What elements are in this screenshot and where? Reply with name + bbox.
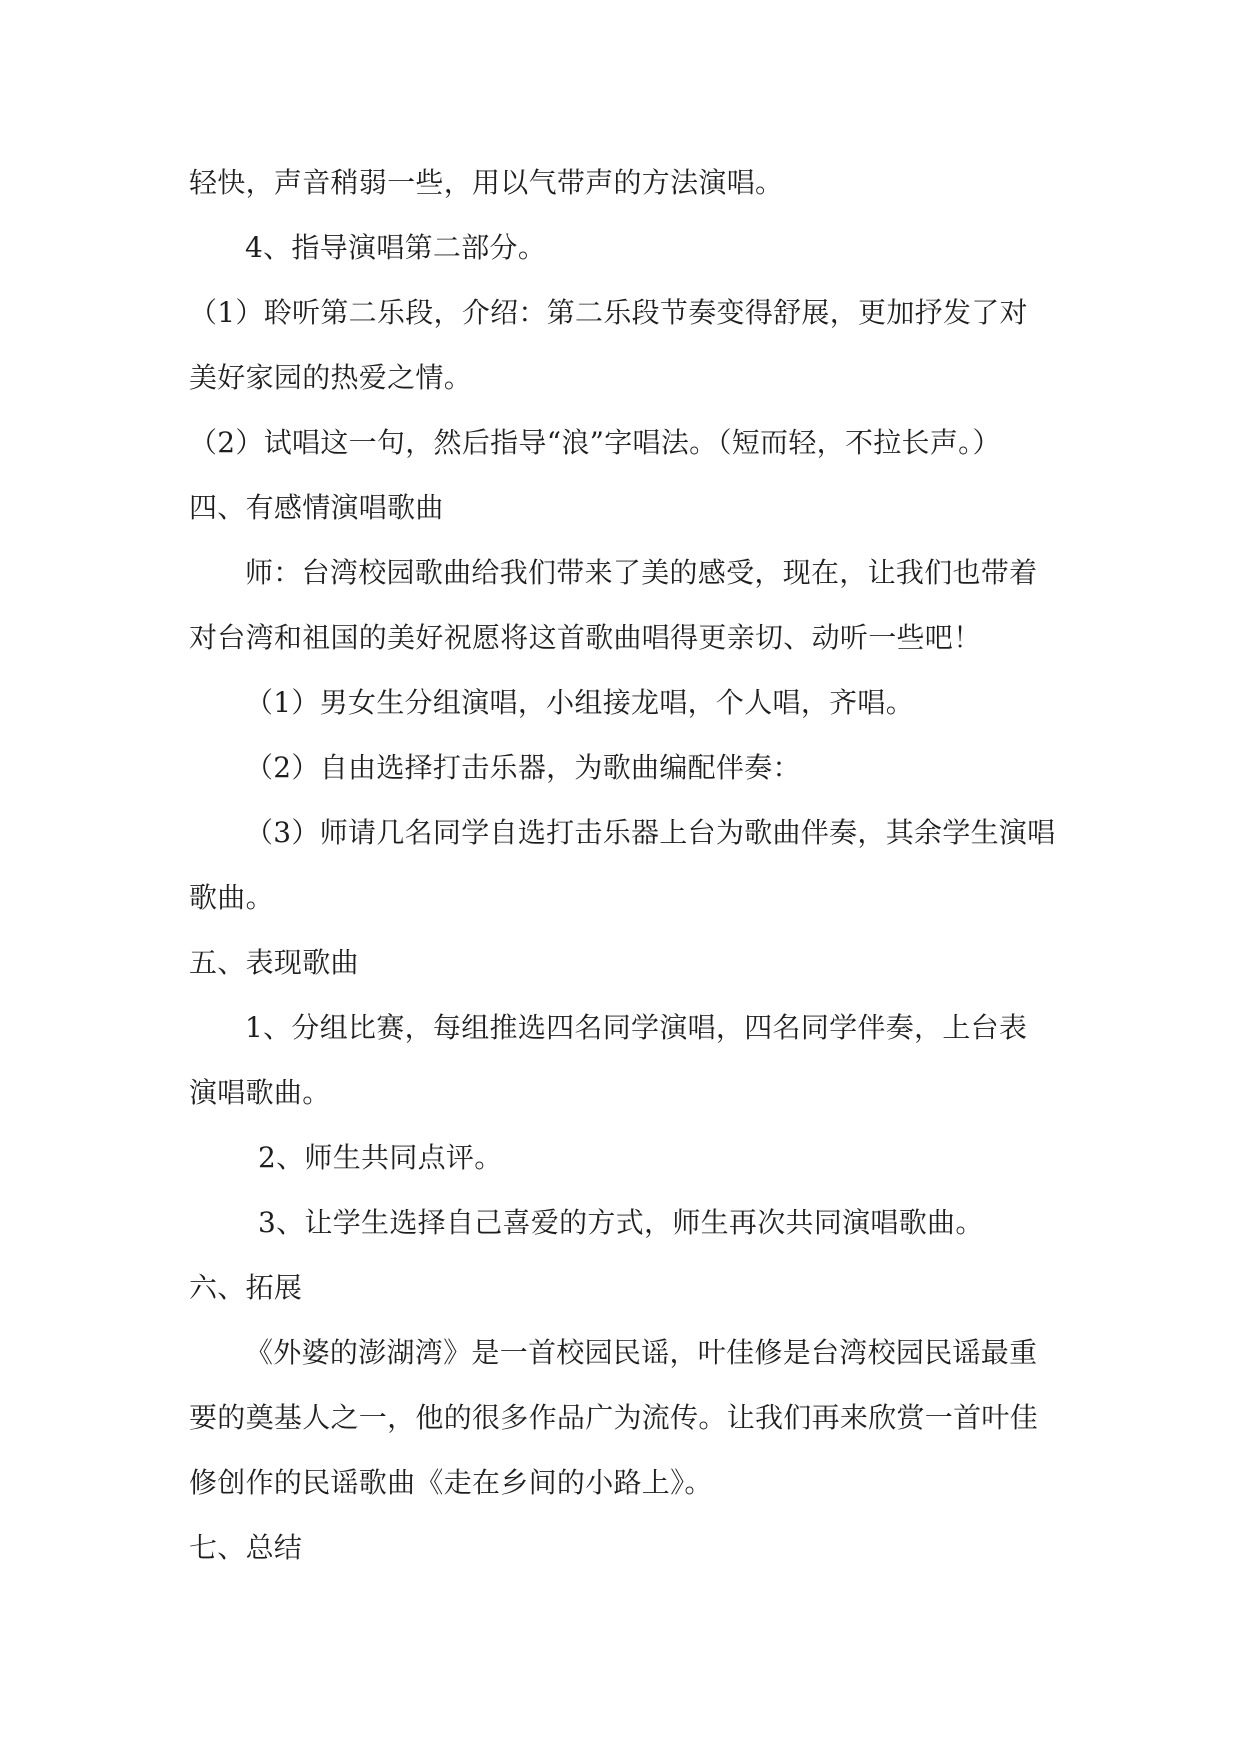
paragraph-line: 要的奠基人之一，他的很多作品广为流传。让我们再来欣赏一首叶佳 bbox=[189, 1401, 1039, 1434]
section-heading: 六、拓展 bbox=[189, 1271, 303, 1304]
section-heading: 五、表现歌曲 bbox=[189, 946, 359, 979]
paragraph-line: 2、师生共同点评。 bbox=[258, 1141, 503, 1174]
paragraph-line: 演唱歌曲。 bbox=[189, 1076, 331, 1109]
paragraph-line: 3、让学生选择自己喜爱的方式，师生再次共同演唱歌曲。 bbox=[258, 1206, 984, 1239]
paragraph-line: 1、分组比赛，每组推选四名同学演唱，四名同学伴奏，上台表 bbox=[245, 1011, 1028, 1044]
paragraph-line: 对台湾和祖国的美好祝愿将这首歌曲唱得更亲切、动听一些吧！ bbox=[189, 621, 982, 654]
paragraph-line: 师：台湾校园歌曲给我们带来了美的感受，现在，让我们也带着 bbox=[245, 556, 1038, 589]
paragraph-line: 轻快，声音稍弱一些，用以气带声的方法演唱。 bbox=[189, 166, 784, 199]
paragraph-line: 4、指导演唱第二部分。 bbox=[245, 231, 547, 264]
section-heading: 七、总结 bbox=[189, 1531, 303, 1564]
paragraph-line: 《外婆的澎湖湾》是一首校园民谣，叶佳修是台湾校园民谣最重 bbox=[245, 1336, 1038, 1369]
paragraph-line: 美好家园的热爱之情。 bbox=[189, 361, 473, 394]
paragraph-line: （2）试唱这一句，然后指导“浪”字唱法。（短而轻，不拉长声。） bbox=[189, 426, 1001, 459]
paragraph-line: （1）男女生分组演唱，小组接龙唱，个人唱，齐唱。 bbox=[245, 686, 915, 719]
paragraph-line: （1）聆听第二乐段，介绍：第二乐段节奏变得舒展，更加抒发了对 bbox=[189, 296, 1028, 329]
paragraph-line: 修创作的民谣歌曲《走在乡间的小路上》。 bbox=[189, 1466, 713, 1499]
paragraph-line: 歌曲。 bbox=[189, 881, 274, 914]
paragraph-line: （3）师请几名同学自选打击乐器上台为歌曲伴奏，其余学生演唱 bbox=[245, 816, 1056, 849]
paragraph-line: （2）自由选择打击乐器，为歌曲编配伴奏： bbox=[245, 751, 801, 784]
section-heading: 四、有感情演唱歌曲 bbox=[189, 491, 444, 524]
